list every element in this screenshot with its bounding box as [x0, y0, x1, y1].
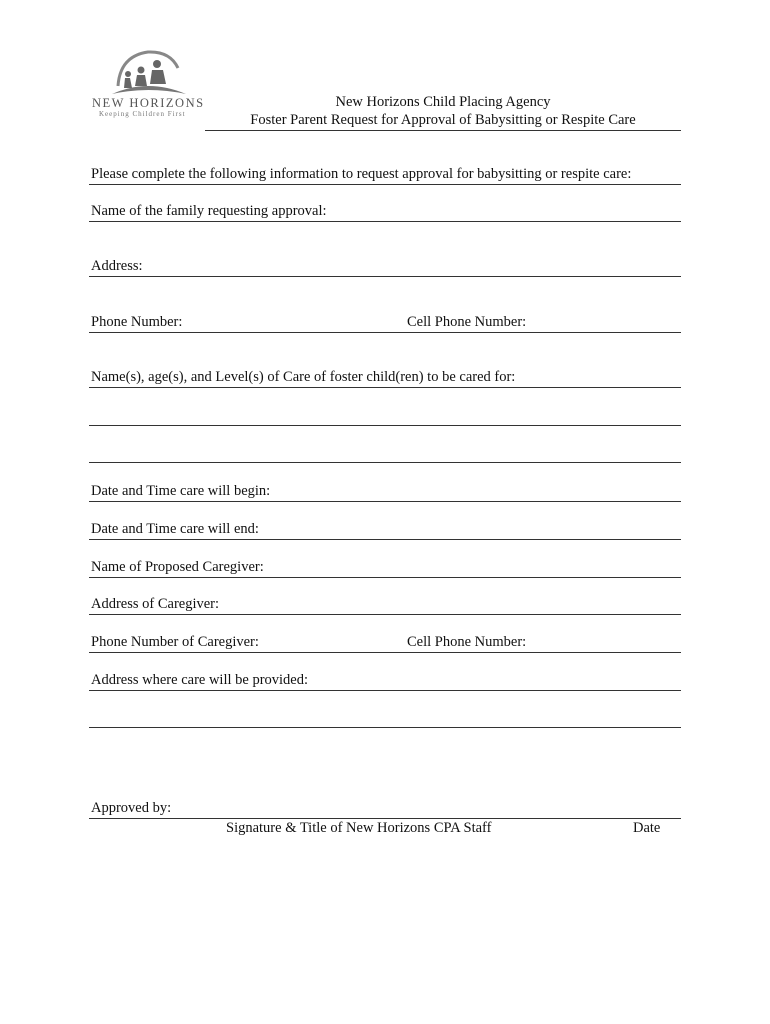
logo-name: NEW HORIZONS	[92, 96, 205, 110]
family-name-label: Name of the family requesting approval:	[91, 203, 327, 219]
children-field-3[interactable]	[89, 462, 681, 463]
signature-field[interactable]	[89, 818, 681, 819]
care-address-field-1[interactable]	[89, 690, 681, 691]
phone-label: Phone Number:	[91, 314, 183, 330]
caregiver-cell-label: Cell Phone Number:	[407, 634, 527, 650]
end-label: Date and Time care will end:	[91, 521, 259, 537]
caregiver-name-field[interactable]	[89, 577, 681, 578]
caregiver-phone-label: Phone Number of Caregiver:	[91, 634, 259, 650]
date-caption: Date	[633, 820, 661, 836]
caregiver-address-label: Address of Caregiver:	[91, 596, 220, 612]
family-name-field[interactable]	[89, 221, 681, 222]
signature-caption: Signature & Title of New Horizons CPA Staff	[226, 820, 492, 836]
logo-tagline: Keeping Children First	[99, 110, 186, 118]
care-address-label: Address where care will be provided:	[91, 672, 309, 688]
children-field-1[interactable]	[89, 387, 681, 388]
address-label: Address:	[91, 258, 143, 274]
end-field[interactable]	[89, 539, 681, 540]
begin-field[interactable]	[89, 501, 681, 502]
children-label: Name(s), age(s), and Level(s) of Care of foster child(ren) to be cared for:	[91, 369, 516, 385]
begin-label: Date and Time care will begin:	[91, 483, 271, 499]
form-title: Foster Parent Request for Approval of Babysitting or Respite Care	[250, 112, 636, 128]
approved-by-label: Approved by:	[91, 800, 172, 816]
caregiver-phone-field[interactable]	[89, 652, 681, 653]
divider	[89, 184, 681, 185]
logo-figures-icon	[108, 48, 188, 98]
caregiver-address-field[interactable]	[89, 614, 681, 615]
children-field-2[interactable]	[89, 425, 681, 426]
phone-field[interactable]	[89, 332, 681, 333]
caregiver-name-label: Name of Proposed Caregiver:	[91, 559, 264, 575]
agency-name: New Horizons Child Placing Agency	[335, 94, 551, 110]
cell-phone-label: Cell Phone Number:	[407, 314, 527, 330]
address-field[interactable]	[89, 276, 681, 277]
care-address-field-2[interactable]	[89, 727, 681, 728]
header-divider	[205, 130, 681, 131]
intro-text: Please complete the following information to request approval for babysitting or respite care:	[91, 166, 632, 182]
